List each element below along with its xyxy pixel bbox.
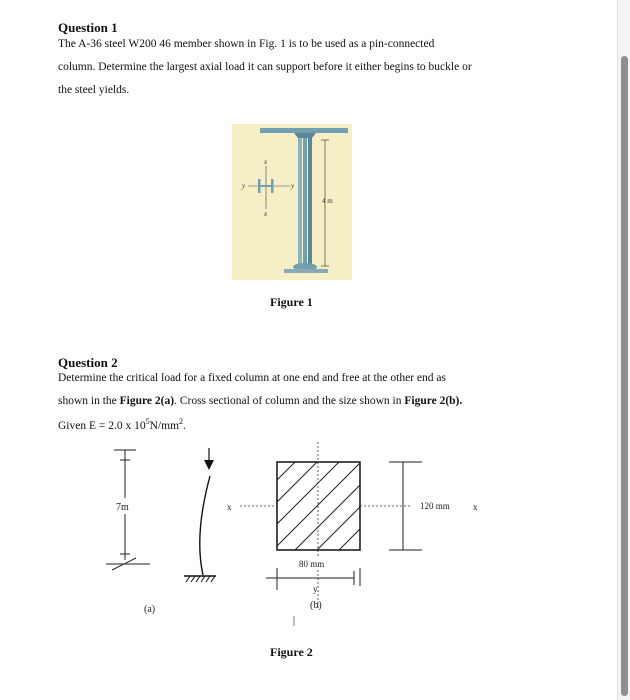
inset-label-x-top: x xyxy=(264,158,268,166)
figure-1-caption: Figure 1 xyxy=(270,295,313,309)
question-2-line-1: Determine the critical load for a fixed column at one end and free at the other end as xyxy=(58,372,446,384)
axis-x-left-label: x xyxy=(227,502,232,512)
figure-2a-reference: Figure 2(a) xyxy=(119,395,175,407)
question-1-title: Question 1 xyxy=(58,20,118,35)
axis-x-right-label: x xyxy=(473,502,478,512)
axis-y-label: y xyxy=(313,584,318,594)
length-label: 7m xyxy=(116,502,129,513)
column-bent xyxy=(200,476,210,575)
modulus-unit: N/mm xyxy=(149,419,180,432)
figure-2-caption: Figure 2 xyxy=(270,645,313,659)
figure-2b-reference: Figure 2(b). xyxy=(404,395,463,407)
question-1-line-3: the steel yields. xyxy=(58,84,130,96)
question-2-line-3 xyxy=(58,417,186,432)
label-a: (a) xyxy=(144,604,156,615)
inset-label-y-right: y xyxy=(291,182,295,190)
column-flange-left xyxy=(298,138,302,264)
line-2-text-b: . Cross sectional of column and the size shown in xyxy=(174,395,405,407)
label-b: (b) xyxy=(310,600,322,611)
length-label: 4 m xyxy=(322,197,333,205)
line-2-text-a: shown in the xyxy=(58,395,120,407)
column-web xyxy=(303,138,307,264)
question-2-line-2 xyxy=(58,395,462,407)
question-2-title: Question 2 xyxy=(58,355,118,370)
inset-label-x-bottom: x xyxy=(264,210,268,218)
modulus-period: . xyxy=(183,419,186,432)
scrollbar-thumb[interactable] xyxy=(621,56,628,696)
height-label: 120 mm xyxy=(420,501,450,511)
load-arrow-head xyxy=(204,460,214,470)
question-1-line-1: The A-36 steel W200 46 member shown in Fig. 1 is to be used as a pin-connected xyxy=(58,38,435,50)
width-label: 80 mm xyxy=(299,559,325,569)
inset-flange-right xyxy=(271,179,274,193)
column-flange-right xyxy=(308,138,312,264)
question-1-line-2: column. Determine the largest axial load it can support before it either begins to buckle or xyxy=(58,61,472,73)
inset-label-y-left: y xyxy=(242,182,246,190)
inset-web xyxy=(260,185,271,187)
modulus-exponent: 5 xyxy=(145,417,150,426)
vertical-scrollbar[interactable] xyxy=(617,0,630,700)
figure-1-diagram xyxy=(232,124,352,280)
unit-exponent: 2 xyxy=(179,417,184,426)
figure-2-diagram xyxy=(90,440,510,640)
base-plate xyxy=(284,269,328,273)
figure-1-background xyxy=(232,124,352,280)
modulus-text: Given E = 2.0 x 10 xyxy=(58,419,146,432)
top-pin-bar xyxy=(260,128,348,133)
section-hatching xyxy=(277,462,380,555)
fixed-support-hatch xyxy=(186,576,215,582)
